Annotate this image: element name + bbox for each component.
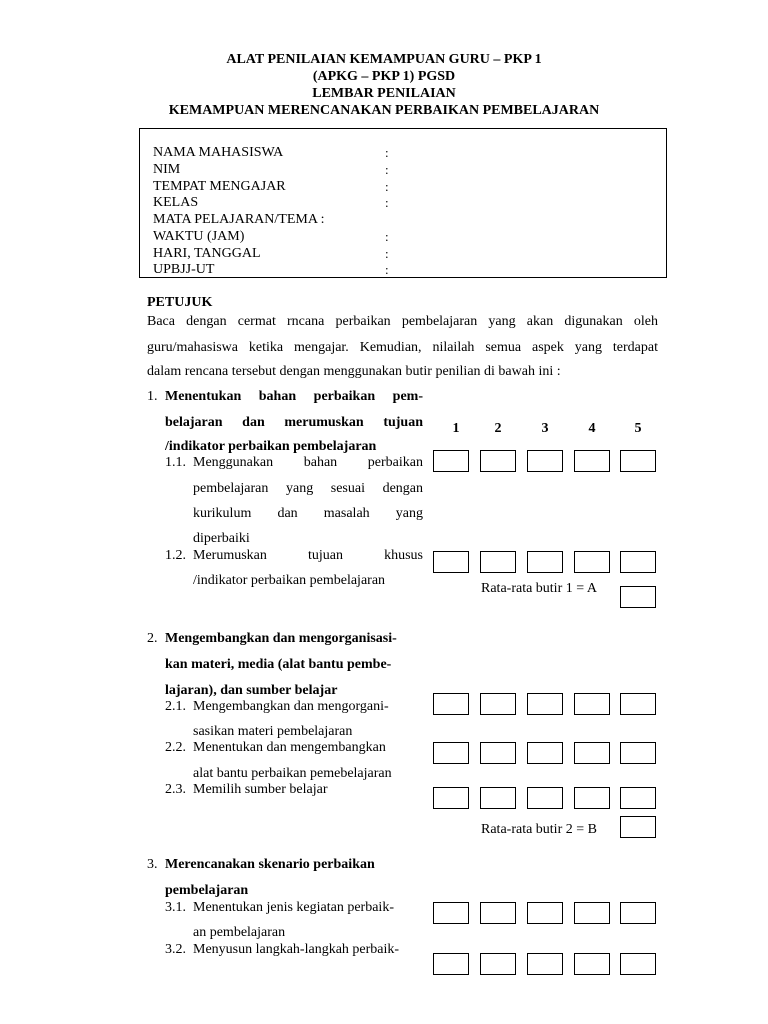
item-text-line: Menentukan jenis kegiatan perbaik-: [193, 900, 394, 915]
score-box-3-1-5[interactable]: [620, 902, 656, 924]
score-box-3-2-2[interactable]: [480, 953, 516, 975]
score-box-2-2-4[interactable]: [574, 742, 610, 764]
identity-box: [139, 128, 667, 278]
colon-nama: :: [385, 145, 389, 160]
petunjuk-line2: guru/mahasiswa ketika mengajar. Kemudian, nilailah semua aspek yang terdapat: [147, 340, 658, 355]
item-text-line: diperbaiki: [193, 531, 250, 546]
doc-title-line3: LEMBAR PENILAIAN: [312, 86, 456, 101]
item-text-line: Menyusun langkah-langkah perbaik-: [193, 942, 400, 957]
item-text-line: Menentukan dan mengembangkan: [193, 740, 386, 755]
average-label-b: Rata-rata butir 2 = B: [481, 822, 597, 837]
score-box-2-3-1[interactable]: [433, 787, 469, 809]
score-box-2-3-5[interactable]: [620, 787, 656, 809]
score-box-2-2-3[interactable]: [527, 742, 563, 764]
scale-header-2: 2: [494, 421, 502, 436]
score-box-2-3-2[interactable]: [480, 787, 516, 809]
section-heading-line: Menentukan bahan perbaikan pem-: [165, 389, 423, 404]
colon-kelas: :: [385, 195, 389, 210]
scale-header-1: 1: [452, 421, 460, 436]
average-box-a[interactable]: [620, 586, 656, 608]
score-box-1-1-3[interactable]: [527, 450, 563, 472]
scale-header-5: 5: [634, 421, 642, 436]
item-number: 1.1.: [165, 455, 186, 470]
score-box-2-1-2[interactable]: [480, 693, 516, 715]
score-box-1-2-2[interactable]: [480, 551, 516, 573]
section-heading-line: lajaran), dan sumber belajar: [165, 683, 338, 698]
item-number: 3.1.: [165, 900, 186, 915]
label-nama: NAMA MAHASISWA: [153, 145, 284, 160]
item-number: 2.1.: [165, 699, 186, 714]
doc-title-line2: (APKG – PKP 1) PGSD: [312, 69, 456, 84]
item-text-line: Menggunakan bahan perbaikan: [193, 455, 423, 470]
petunjuk-title: PETUJUK: [147, 295, 213, 310]
section-heading-line: Merencanakan skenario perbaikan: [165, 857, 375, 872]
colon-nim: :: [385, 162, 389, 177]
score-box-1-1-4[interactable]: [574, 450, 610, 472]
score-box-2-1-4[interactable]: [574, 693, 610, 715]
section-heading-line: Mengembangkan dan mengorganisasi-: [165, 631, 397, 646]
section-number: 1.: [147, 389, 158, 404]
score-box-2-3-4[interactable]: [574, 787, 610, 809]
score-box-2-2-2[interactable]: [480, 742, 516, 764]
label-mapel: MATA PELAJARAN/TEMA :: [153, 212, 325, 227]
score-box-1-1-1[interactable]: [433, 450, 469, 472]
item-number: 2.2.: [165, 740, 186, 755]
section-heading-line: kan materi, media (alat bantu pembe-: [165, 657, 392, 672]
score-box-2-1-3[interactable]: [527, 693, 563, 715]
doc-title-line1: ALAT PENILAIAN KEMAMPUAN GURU – PKP 1: [226, 52, 542, 67]
score-box-1-2-1[interactable]: [433, 551, 469, 573]
score-box-3-1-2[interactable]: [480, 902, 516, 924]
item-text-line: kurikulum dan masalah yang: [193, 506, 423, 521]
item-number: 1.2.: [165, 548, 186, 563]
score-box-1-1-5[interactable]: [620, 450, 656, 472]
item-text-line: an pembelajaran: [193, 925, 286, 940]
colon-waktu: :: [385, 229, 389, 244]
item-text-line: Memilih sumber belajar: [193, 782, 328, 797]
item-text-line: alat bantu perbaikan pemebelajaran: [193, 766, 392, 781]
petunjuk-line3: dalam rencana tersebut dengan menggunakan butir penilian di bawah ini :: [147, 364, 561, 379]
score-box-3-1-1[interactable]: [433, 902, 469, 924]
scale-header-3: 3: [541, 421, 549, 436]
label-tempat: TEMPAT MENGAJAR: [153, 179, 286, 194]
score-box-3-2-3[interactable]: [527, 953, 563, 975]
colon-hari: :: [385, 246, 389, 261]
score-box-3-2-4[interactable]: [574, 953, 610, 975]
item-number: 3.2.: [165, 942, 186, 957]
section-number: 3.: [147, 857, 158, 872]
item-text-line: pembelajaran yang sesuai dengan: [193, 481, 423, 496]
label-kelas: KELAS: [153, 195, 199, 210]
average-box-b[interactable]: [620, 816, 656, 838]
score-box-2-2-5[interactable]: [620, 742, 656, 764]
scale-header-4: 4: [588, 421, 596, 436]
score-box-2-1-1[interactable]: [433, 693, 469, 715]
score-box-2-3-3[interactable]: [527, 787, 563, 809]
item-text-line: Mengembangkan dan mengorgani-: [193, 699, 389, 714]
average-label-a: Rata-rata butir 1 = A: [481, 581, 597, 596]
section-heading-line: /indikator perbaikan pembelajaran: [165, 439, 377, 454]
score-box-3-2-5[interactable]: [620, 953, 656, 975]
item-text-line: /indikator perbaikan pembelajaran: [193, 573, 386, 588]
score-box-1-1-2[interactable]: [480, 450, 516, 472]
colon-upbjj: :: [385, 262, 389, 277]
section-heading-line: pembelajaran: [165, 883, 249, 898]
score-box-3-1-3[interactable]: [527, 902, 563, 924]
item-text-line: Merumuskan tujuan khusus: [193, 548, 423, 563]
label-hari: HARI, TANGGAL: [153, 246, 261, 261]
section-heading-line: belajaran dan merumuskan tujuan: [165, 415, 423, 430]
item-number: 2.3.: [165, 782, 186, 797]
score-box-3-1-4[interactable]: [574, 902, 610, 924]
label-upbjj: UPBJJ-UT: [153, 262, 215, 277]
colon-tempat: :: [385, 179, 389, 194]
score-box-1-2-3[interactable]: [527, 551, 563, 573]
score-box-2-2-1[interactable]: [433, 742, 469, 764]
item-text-line: sasikan materi pembelajaran: [193, 724, 353, 739]
doc-title-line4: KEMAMPUAN MERENCANAKAN PERBAIKAN PEMBELAJARAN: [168, 103, 600, 118]
score-box-1-2-4[interactable]: [574, 551, 610, 573]
section-number: 2.: [147, 631, 158, 646]
score-box-3-2-1[interactable]: [433, 953, 469, 975]
label-waktu: WAKTU (JAM): [153, 229, 245, 244]
petunjuk-line1: Baca dengan cermat rncana perbaikan pembelajaran yang akan digunakan oleh: [147, 314, 658, 329]
score-box-2-1-5[interactable]: [620, 693, 656, 715]
score-box-1-2-5[interactable]: [620, 551, 656, 573]
label-nim: NIM: [153, 162, 181, 177]
